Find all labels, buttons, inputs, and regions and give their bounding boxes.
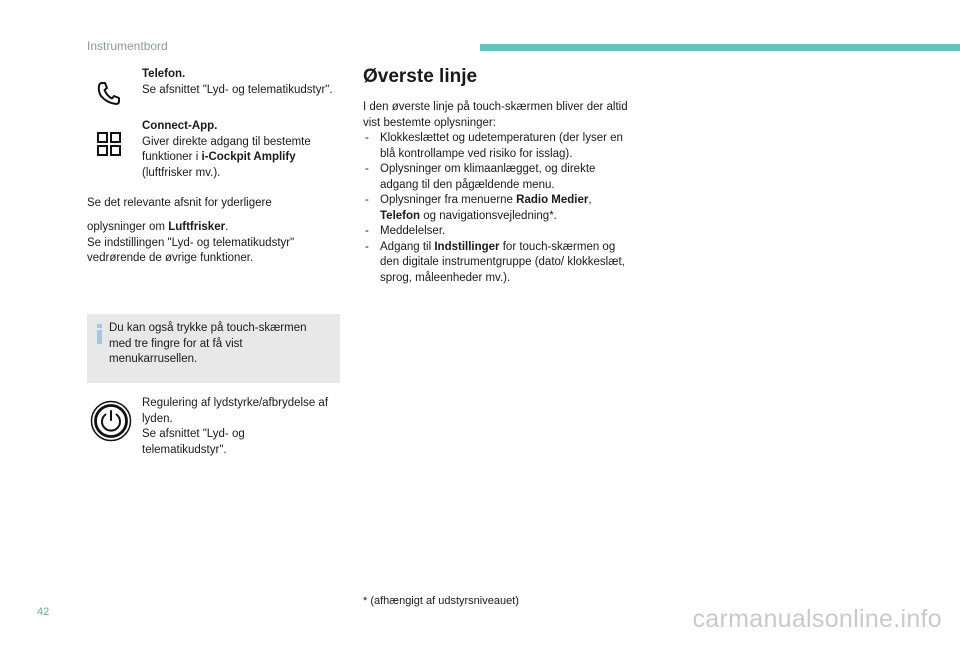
- list-item: - Oplysninger fra menuerne Radio Medier, Telefon og navigationsvejledning*.: [363, 193, 633, 224]
- connect-title: Connect-App.: [142, 120, 218, 132]
- list-item: - Klokkeslættet og udetemperaturen (der lyser en blå kontrollampe ved risiko for isslag).: [363, 131, 633, 162]
- grid-apps-icon: [89, 124, 129, 164]
- list-item: - Oplysninger om klimaanlægget, og direkte adgang til den pågældende menu.: [363, 162, 633, 193]
- info-icon: [96, 324, 103, 350]
- phone-entry: [142, 67, 342, 98]
- footnote: * (afhængigt af udstyrsniveauet): [363, 595, 519, 607]
- page-number: 42: [37, 606, 50, 618]
- paragraph-reference: Se det relevante afsnit for yderligere: [87, 197, 272, 209]
- phone-text: Se afsnittet "Lyd- og telematikudstyr".: [142, 83, 333, 96]
- list-item: - Meddelelser.: [363, 224, 633, 240]
- volume-text: Regulering af lydstyrke/afbrydelse af lyden.: [142, 397, 329, 425]
- section-heading: Øverste linje: [363, 66, 478, 87]
- connect-text: Giver direkte adgang til bestemte funktioner i i-Cockpit Amplify (luftfrisker mv.).: [142, 135, 311, 179]
- intro-text: I den øverste linje på touch-skærmen bliver der altid vist bestemte oplysninger:: [363, 101, 628, 129]
- paragraph-details: oplysninger om Luftfrisker. Se indstillingen "Lyd- og telematikudstyr" vedrørende de øvrige funktioner.: [87, 221, 295, 264]
- phone-icon: [89, 73, 129, 113]
- volume-entry: [142, 396, 332, 458]
- power-knob-icon: [90, 400, 132, 442]
- watermark: carmanualsonline.info: [692, 605, 942, 633]
- connect-entry: [142, 119, 342, 181]
- list-item: - Adgang til Indstillinger for touch-skærmen og den digitale instrumentgruppe (dato/ klokkeslæt, sprog, måleenheder mv.).: [363, 240, 633, 287]
- info-box: [87, 314, 340, 383]
- info-list: [363, 131, 633, 286]
- info-text: Du kan også trykke på touch-skærmen med tre fingre for at få vist menukarrusellen.: [109, 322, 307, 365]
- section-accent-bar: [480, 44, 960, 51]
- volume-reference: Se afsnittet "Lyd- og telematikudstyr".: [142, 428, 245, 456]
- section-title: Instrumentbord: [87, 39, 168, 53]
- phone-title: Telefon.: [142, 68, 186, 80]
